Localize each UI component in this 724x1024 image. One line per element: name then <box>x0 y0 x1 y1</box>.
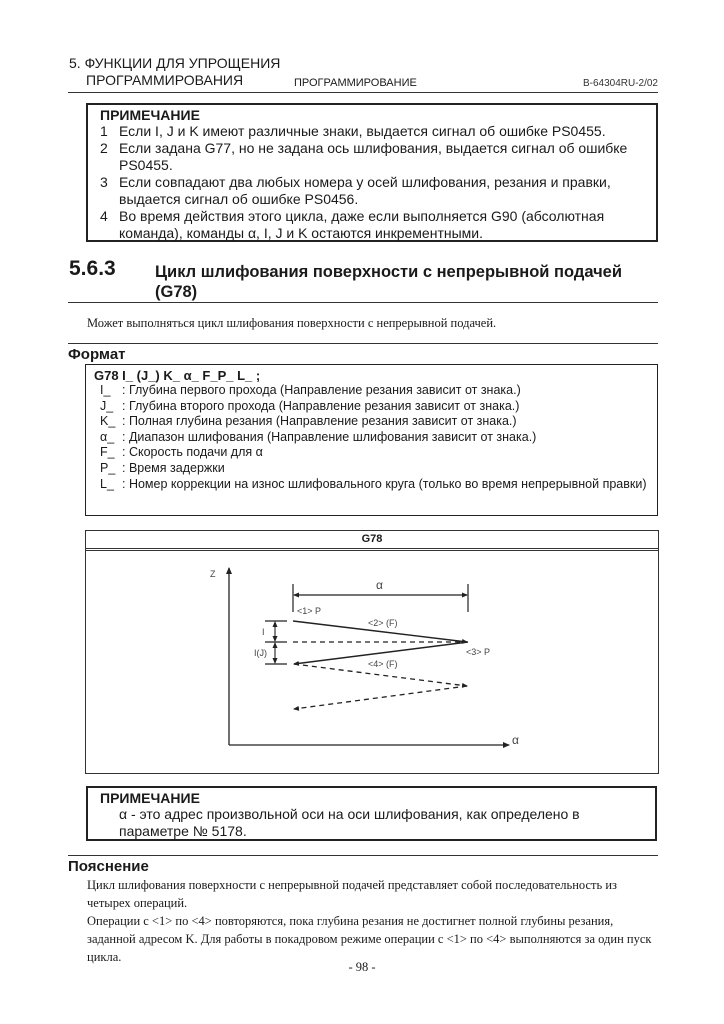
explanation-heading: Пояснение <box>68 858 149 875</box>
format-params <box>86 383 657 492</box>
note-text: α - это адрес произвольной оси на оси шлифования, как определено в параметре № 5178. <box>119 806 580 839</box>
path-next-dashed-2 <box>294 686 467 709</box>
ij-dim-label: I(J) <box>254 648 267 658</box>
note-item-text: Во время действия этого цикла, даже если выполняется G90 (абсолютная команда), команды α, I, J и K остаются инкрементными. <box>119 208 605 241</box>
format-command: G78 I_ (J_) K_ α_ F_P_ L_ ; <box>94 368 261 383</box>
format-param-row <box>100 445 657 461</box>
z-axis-label: Z <box>210 569 216 579</box>
format-divider <box>68 343 658 344</box>
note-item-number: 4 <box>100 208 108 224</box>
header-divider <box>68 92 658 93</box>
note-title: ПРИМЕЧАНИЕ <box>100 790 200 806</box>
format-param-desc: : Номер коррекции на износ шлифовального круга (только во время непрерывной правки) <box>122 476 647 491</box>
note-item <box>100 174 646 208</box>
format-param-desc: : Скорость подачи для α <box>122 445 263 460</box>
document-code: B-64304RU-2/02 <box>582 78 658 89</box>
note-box-2 <box>86 786 657 841</box>
note-box-1 <box>86 103 658 242</box>
format-param-row <box>100 461 657 477</box>
figure-title: G78 <box>86 531 658 551</box>
format-param-desc: : Полная глубина резания (Направление резания зависит от знака.) <box>122 414 517 429</box>
format-param-row <box>100 477 657 493</box>
step1-label: <1> P <box>297 606 322 616</box>
format-param-key: α_ <box>100 429 115 444</box>
note-list <box>100 123 646 242</box>
explanation-divider <box>68 855 658 856</box>
note-title: ПРИМЕЧАНИЕ <box>100 107 200 123</box>
format-param-key: F_ <box>100 445 115 460</box>
format-box <box>85 364 658 516</box>
format-param-row <box>100 414 657 430</box>
explanation-body <box>87 876 659 966</box>
step3-label: <3> P <box>466 647 491 657</box>
format-param-desc: : Глубина второго прохода (Направление резания зависит от знака.) <box>122 398 520 413</box>
section-intro: Может выполняться цикл шлифования поверхности с непрерывной подачей. <box>87 316 497 330</box>
format-param-desc: : Диапазон шлифования (Направление шлифования зависит от знака.) <box>122 429 537 444</box>
alpha-dim-label: α <box>376 578 383 592</box>
g78-diagram <box>86 551 657 773</box>
format-param-key: I_ <box>100 383 111 397</box>
section-divider <box>68 302 658 303</box>
note-item-number: 1 <box>100 123 108 139</box>
format-param-key: K_ <box>100 414 116 429</box>
chapter-title-line2: ПРОГРАММИРОВАНИЯ <box>86 72 244 88</box>
format-param-key: L_ <box>100 476 114 491</box>
format-heading: Формат <box>68 346 126 363</box>
note-item-number: 3 <box>100 174 108 190</box>
i-dim-label: I <box>262 627 265 637</box>
explanation-paragraph: Цикл шлифования поверхности с непрерывной подачей представляет собой последовательность из четырех операций. <box>87 878 617 910</box>
format-param-row <box>100 383 657 399</box>
note-item-number: 2 <box>100 140 108 156</box>
format-param-key: J_ <box>100 398 114 413</box>
step2-label: <2> (F) <box>368 618 398 628</box>
explanation-paragraph: Операции с <1> по <4> повторяются, пока глубина резания не достигнет полной глубины резания, заданной адресом K. Для работы в покадровом режиме операции с <1> по <4> выполняются за один пуск цикла. <box>87 914 652 964</box>
note-item <box>100 140 646 174</box>
format-param-desc: : Глубина первого прохода (Направление резания зависит от знака.) <box>122 383 521 397</box>
format-param-row <box>100 399 657 415</box>
alpha-axis-label: α <box>512 733 519 747</box>
note-item-text: Если задана G77, но не задана ось шлифования, выдается сигнал об ошибке PS0455. <box>119 140 628 173</box>
note-item-text: Если совпадают два любых номера у осей шлифования, резания и правки, выдается сигнал об ошибке PS0456. <box>119 174 611 207</box>
step4-label: <4> (F) <box>368 659 398 669</box>
format-param-row <box>100 430 657 446</box>
section-number: 5.6.3 <box>69 257 116 280</box>
chapter-header <box>69 55 280 89</box>
figure-g78 <box>85 530 659 774</box>
section-title: Цикл шлифования поверхности с непрерывной подачей (G78) <box>155 263 622 301</box>
format-param-desc: : Время задержки <box>122 460 225 475</box>
note-item <box>100 208 646 242</box>
note-item-text: Если I, J и K имеют различные знаки, выдается сигнал об ошибке PS0455. <box>119 123 606 139</box>
page-number: - 98 - <box>348 960 376 974</box>
section-header: ПРОГРАММИРОВАНИЕ <box>294 77 417 89</box>
chapter-title-line1: 5. ФУНКЦИИ ДЛЯ УПРОЩЕНИЯ <box>69 55 281 71</box>
note-item <box>100 123 646 140</box>
format-param-key: P_ <box>100 460 116 475</box>
